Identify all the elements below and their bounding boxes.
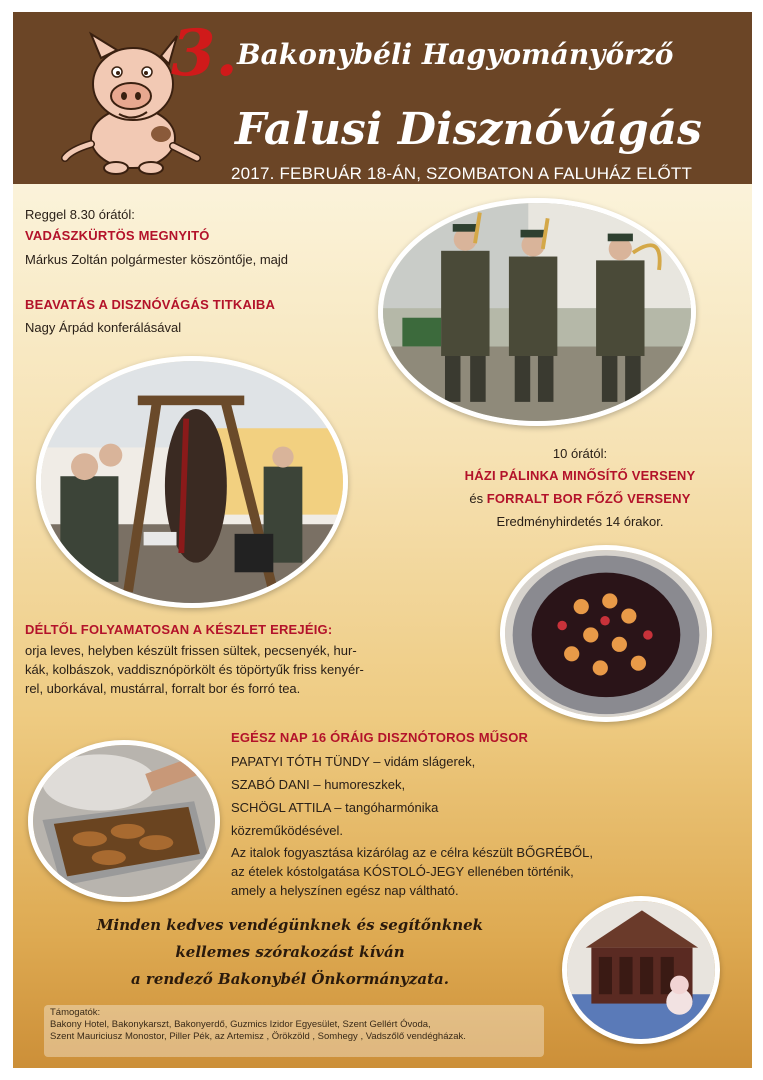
section3-text: Eredményhirdetés 14 órakor. xyxy=(496,514,664,529)
section3-heading1: HÁZI PÁLINKA MINŐSÍTŐ VERSENY xyxy=(464,468,696,483)
section5-heading: EGÉSZ NAP 16 ÓRÁIG DISZNÓTOROS MŰSOR xyxy=(231,730,529,745)
closing-message xyxy=(90,912,490,993)
photo-sausage-house xyxy=(562,896,720,1044)
section5-line: az ételek kóstolgatása KÓSTOLÓ-JEGY ellenében történik, xyxy=(231,864,574,879)
closing-line2: kellemes szórakozást kíván xyxy=(175,943,405,961)
section3-heading2: FORRALT BOR FŐZŐ VERSENY xyxy=(486,491,691,506)
photo-hunters-horns xyxy=(378,198,696,426)
edition-number: 3. xyxy=(171,16,238,91)
header-banner xyxy=(13,12,752,184)
sponsors-box xyxy=(44,1005,544,1057)
section3-time: 10 órától: xyxy=(552,446,608,461)
section4-line: orja leves, helyben készült frissen sültek, pecsenyék, hur- xyxy=(25,643,357,658)
section4-line: kák, kolbászok, vaddisznópörkölt és töpörtyűk friss kenyér- xyxy=(25,662,364,677)
section2-heading: BEAVATÁS A DISZNÓVÁGÁS TITKAIBA xyxy=(25,297,276,312)
sponsors-line2: Szent Mauriciusz Monostor, Piller Pék, az Artemisz , Örökzöld , Somhegy , Vadszőlő vendégházak. xyxy=(50,1031,466,1042)
date-line: 2017. FEBRUÁR 18-ÁN, SZOMBATON A FALUHÁZ ELŐTT xyxy=(231,164,693,183)
photo-roasting-tray xyxy=(28,740,220,902)
photo-pig-butchering xyxy=(36,356,348,608)
section4-line: rel, uborkával, mustárral, forralt bor és forró tea. xyxy=(25,681,301,696)
section5-line: SCHÖGL ATTILA – tangóharmónika xyxy=(231,800,439,815)
section5-line: Az italok fogyasztása kizárólag az e célra készült BŐGRÉBŐL, xyxy=(231,845,593,860)
photo-mulled-wine xyxy=(500,545,712,722)
section5-line: PAPATYI TÓTH TÜNDY – vidám slágerek, xyxy=(231,754,476,769)
closing-line1: Minden kedves vendégünknek és segítőnknek xyxy=(96,916,484,934)
section5-line: közreműködésével. xyxy=(231,823,343,838)
title-line1: Bakonybéli Hagyományőrző xyxy=(237,38,674,71)
closing-line3: a rendező Bakonybél Önkormányzata. xyxy=(130,970,450,988)
section1-time: Reggel 8.30 órától: xyxy=(25,207,135,222)
sponsors-line1: Bakony Hotel, Bakonykarszt, Bakonyerdő, Guzmics Izidor Egyesület, Szent Gellért Óvoda, xyxy=(50,1019,431,1030)
section1-heading: VADÁSZKÜRTÖS MEGNYITÓ xyxy=(25,228,210,243)
section2-text: Nagy Árpád konferálásával xyxy=(25,320,182,335)
section4-heading: DÉLTŐL FOLYAMATOSAN A KÉSZLET EREJÉIG: xyxy=(25,622,333,637)
section3-conj: és xyxy=(469,491,487,506)
section5-line: amely a helyszínen egész nap váltható. xyxy=(231,883,459,898)
section1-text: Márkus Zoltán polgármester köszöntője, majd xyxy=(25,252,289,267)
sponsors-label: Támogatók: xyxy=(50,1007,101,1018)
section5-line: SZABÓ DANI – humoreszkek, xyxy=(231,777,406,792)
title-line2: Falusi Disznóvágás xyxy=(235,104,702,155)
section3-line2 xyxy=(430,489,730,508)
